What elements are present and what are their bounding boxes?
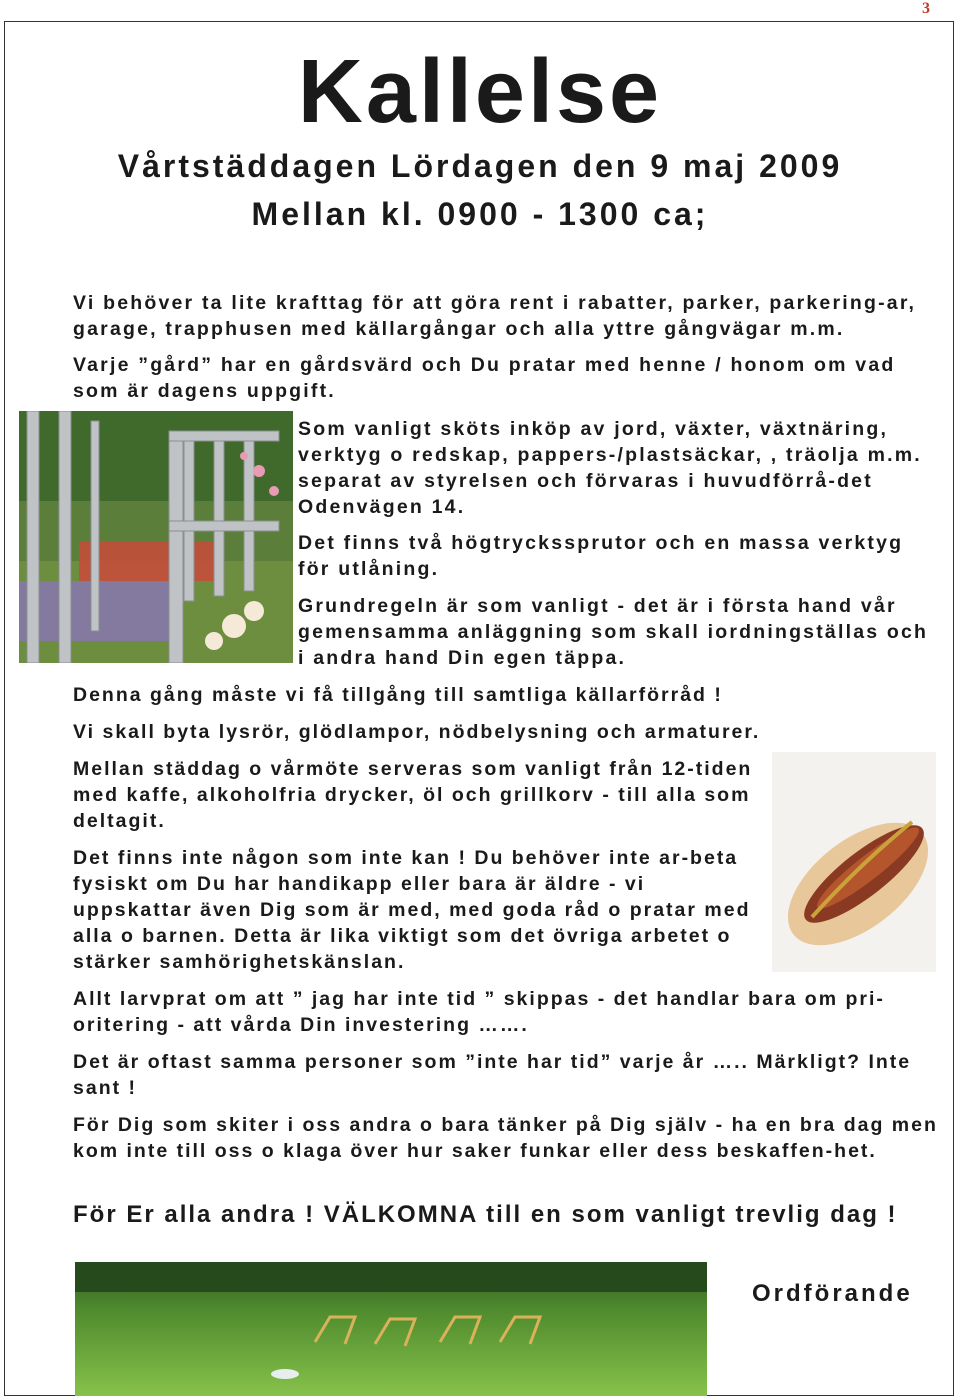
purchase-paragraph: Som vanligt sköts inköp av jord, växter, växtnäring, verktyg o redskap, pappers-/plastsäckar, , träolja m.m. separat av styrelsen och förvaras i huvudförrå-det Odenvägen 14.: [298, 418, 922, 518]
signature: Ordförande: [752, 1280, 913, 1307]
page-number: 3: [922, 0, 930, 17]
garden-host-paragraph: Varje ”gård” har en gårdsvärd och Du pratar med henne / honom om vad som är dagens uppgift.: [73, 354, 896, 402]
tools-paragraph: Det finns två högtryckssprutor och en massa verktyg för utlåning.: [298, 532, 904, 580]
warning-paragraph: För Dig som skiter i oss andra o bara tänker på Dig själv - ha en bra dag men kom inte till oss o klaga över hur saker funkar eller dess beskaffen-het.: [73, 1114, 938, 1162]
garden-gate-image: [19, 411, 293, 663]
event-time: Mellan kl. 0900 - 1300 ca;: [251, 196, 709, 232]
lunch-paragraph: Mellan städdag o vårmöte serveras som vanligt från 12-tiden med kaffe, alkoholfria drycker, öl och grillkorv - till alla som deltagit.: [73, 758, 753, 832]
welcome-paragraph: För Er alla andra ! VÄLKOMNA till en som vanligt trevlig dag !: [73, 1201, 898, 1228]
page-title: Kallelse: [297, 42, 663, 142]
lawn-chairs-image: [75, 1262, 707, 1396]
storage-paragraph: Denna gång måste vi få tillgång till samtliga källarförråd !: [73, 684, 723, 706]
everyone-can-paragraph: Det finns inte någon som inte kan ! Du behöver inte ar-beta fysiskt om Du har handikapp eller bara är äldre - vi uppskattar även Dig som är med, med goda råd o pratar med alla o barnen. Detta är lika viktigt som det övriga arbetet o stärker samhörighetskänslan.: [73, 847, 751, 973]
same-people-paragraph: Det är oftast samma personer som ”inte har tid” varje år ….. Märkligt? Inte sant !: [73, 1051, 912, 1099]
event-date: Vårtstäddagen Lördagen den 9 maj 2009: [117, 148, 843, 184]
ground-rule-paragraph: Grundregeln är som vanligt - det är i första hand vår gemensamma anläggning som skall iordningställas och i andra hand Din egen täppa.: [298, 595, 929, 669]
lighting-paragraph: Vi skall byta lysrör, glödlampor, nödbelysning och armaturer.: [73, 721, 761, 743]
hot-dog-image: [772, 752, 936, 972]
intro-paragraph: Vi behöver ta lite krafttag för att göra rent i rabatter, parker, parkering-ar, garage, trapphusen med källargångar och alla yttre gångvägar m.m.: [73, 292, 917, 340]
no-excuses-paragraph: Allt larvprat om att ” jag har inte tid ” skippas - det handlar bara om pri-oritering - att vårda Din investering …….: [73, 988, 885, 1036]
